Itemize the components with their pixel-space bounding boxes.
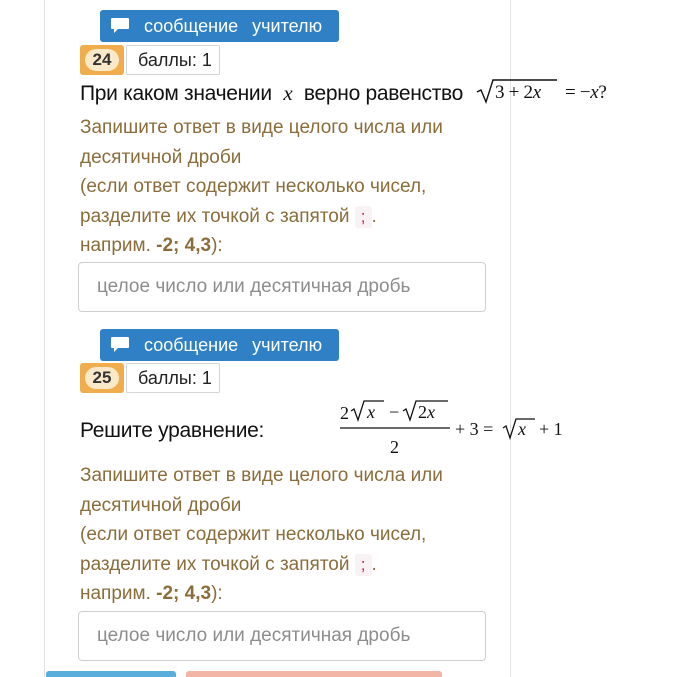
speech-bubble-icon bbox=[110, 17, 130, 35]
equation-formula bbox=[340, 398, 580, 460]
svg-text:−: − bbox=[389, 402, 400, 422]
svg-text:x: x bbox=[367, 402, 375, 422]
next-button-edge[interactable] bbox=[46, 671, 176, 677]
prompt-text-after: верно равенство bbox=[303, 82, 464, 105]
svg-text:3 + 2x: 3 + 2x bbox=[494, 82, 541, 104]
message-button-label: сообщение bbox=[144, 16, 239, 36]
answer-instructions bbox=[80, 113, 500, 261]
question-prompt bbox=[80, 81, 625, 106]
instruction-example: наприм. -2; 4,3): bbox=[80, 583, 223, 604]
svg-text:2x: 2x bbox=[418, 402, 435, 422]
svg-text:+ 1: + 1 bbox=[539, 419, 563, 439]
question-number: 25 bbox=[85, 367, 119, 389]
message-button-label: сообщение bbox=[144, 335, 239, 355]
message-teacher-button[interactable] bbox=[100, 10, 339, 42]
svg-text:= −x?: = −x? bbox=[564, 82, 607, 104]
equation-formula bbox=[475, 76, 625, 106]
svg-text:2: 2 bbox=[340, 403, 349, 423]
instruction-line1: Запишите ответ в виде целого числа или десятичной дроби bbox=[80, 117, 443, 168]
instruction-line2: (если ответ содержит несколько чисел, разделите их точкой с запятой ; . bbox=[80, 176, 427, 227]
message-button-label-2: учителю bbox=[252, 16, 323, 36]
question-number-badge bbox=[80, 45, 124, 75]
prompt-variable: x bbox=[283, 81, 293, 105]
instruction-example: наприм. -2; 4,3): bbox=[80, 235, 223, 256]
question-prompt: Решите уравнение: bbox=[80, 419, 265, 442]
question-number-badge bbox=[80, 363, 124, 393]
question-number: 24 bbox=[85, 49, 119, 71]
svg-text:x: x bbox=[518, 419, 526, 439]
svg-text:+ 3 =: + 3 = bbox=[455, 419, 494, 439]
points-label: баллы: 1 bbox=[126, 363, 220, 393]
speech-bubble-icon bbox=[110, 336, 130, 354]
instruction-line1: Запишите ответ в виде целого числа или десятичной дроби bbox=[80, 465, 443, 516]
message-button-label-2: учителю bbox=[252, 335, 323, 355]
content-border-left bbox=[44, 0, 45, 677]
message-teacher-button[interactable] bbox=[100, 329, 339, 361]
svg-text:2: 2 bbox=[390, 437, 399, 457]
separator-code: ; bbox=[355, 206, 372, 228]
prompt-text-before: При каком значении bbox=[80, 82, 272, 105]
instruction-line2: (если ответ содержит несколько чисел, разделите их точкой с запятой ; . bbox=[80, 524, 427, 575]
answer-input[interactable] bbox=[78, 611, 486, 661]
answer-instructions bbox=[80, 461, 500, 609]
next-button-edge-2[interactable] bbox=[186, 671, 442, 677]
points-label: баллы: 1 bbox=[126, 45, 220, 75]
separator-code: ; bbox=[355, 554, 372, 576]
answer-input[interactable] bbox=[78, 262, 486, 312]
